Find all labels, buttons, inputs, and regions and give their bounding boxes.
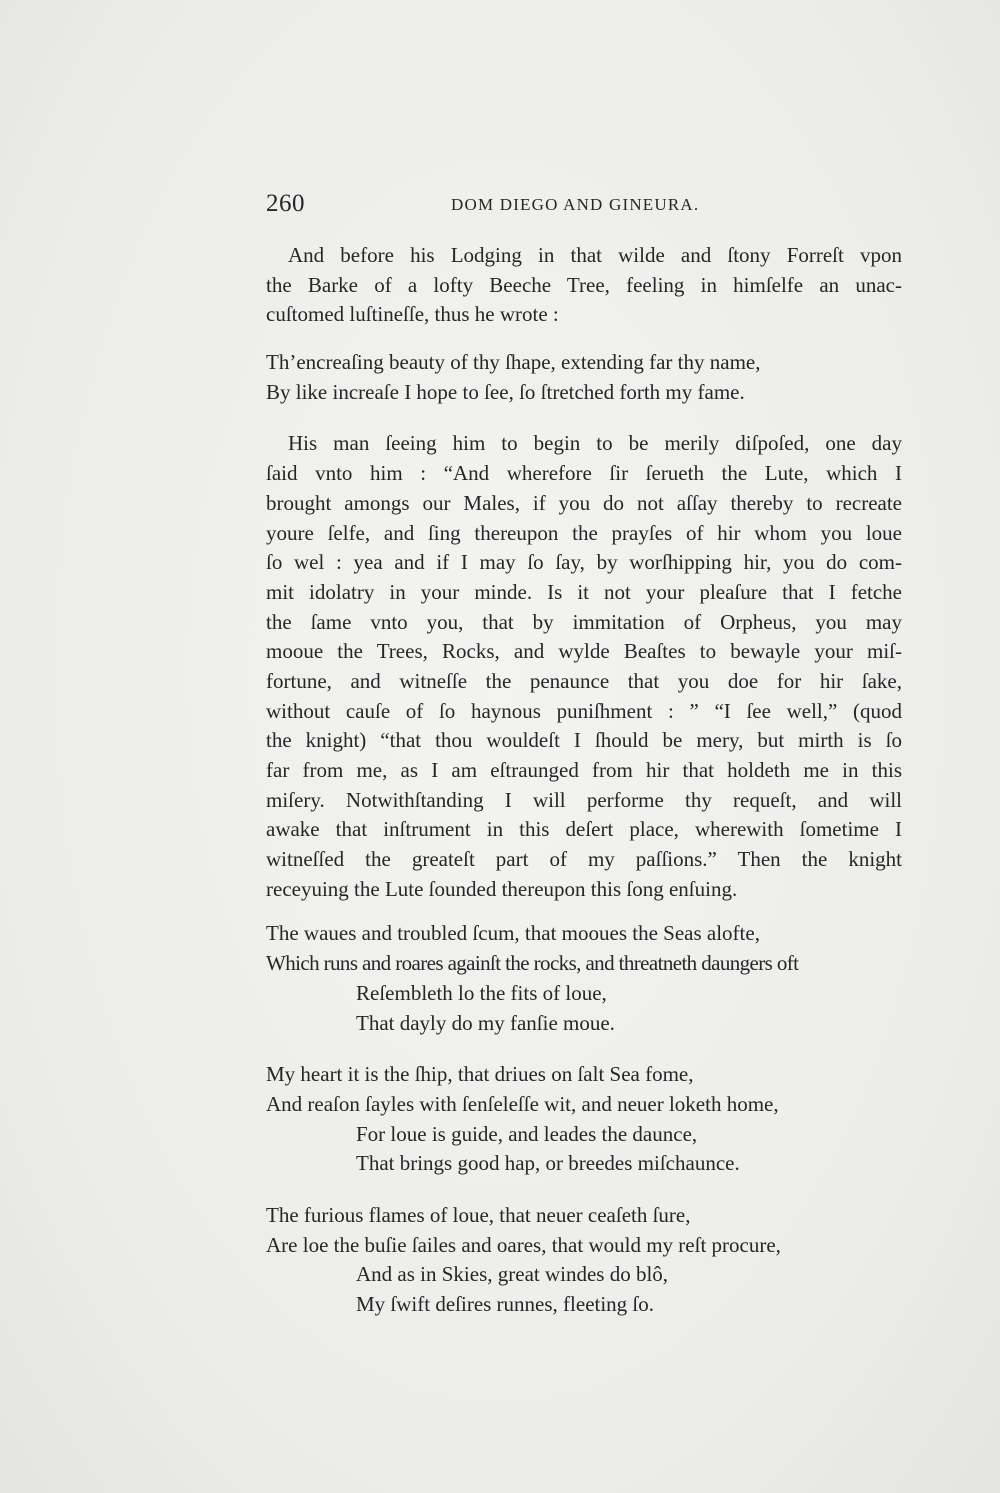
paragraph [266,429,902,904]
verse-line: By like increaſe I hope to ſee, ſo ſtretched forth my fame. [266,379,745,404]
verse-line: For loue is guide, and leades the daunce, [356,1121,698,1146]
text-line: without cauſe of ſo haynous puniſhment : ” “I ſee well,” (quod [266,698,902,723]
text-line: the ſame vnto you, that by immitation of Orpheus, you may [266,609,902,634]
verse-line: The furious flames of loue, that neuer ceaſeth ſure, [266,1202,691,1227]
text-line: witneſſed the greateſt part of my paſſions.” Then the knight [266,847,902,872]
text-line: fortune, and witneſſe the penaunce that you doe for hir ſake, [266,668,902,693]
verse-line: Which runs and roares againſt the rocks, and threatneth daungers oft [266,951,799,976]
text-line: far from me, as I am eſtraunged from hir that holdeth me in this [266,758,902,782]
body-text [266,241,902,1320]
text-line: His man ſeeing him to begin to be merily diſpoſed, one day [288,431,902,456]
running-title: DOM DIEGO AND GINEURA. [451,195,700,214]
verse-stanza [266,1201,902,1320]
verse-stanza [266,919,902,1038]
verse-line: That dayly do my fanſie moue. [356,1010,615,1035]
text-line: mit idolatry in your minde. Is it not your pleaſure that I fetche [266,579,902,604]
text-line: And before his Lodging in that wilde and ſtony Forreſt vpon [288,243,902,267]
verse-stanza [266,1060,902,1179]
text-line: mooue the Trees, Rocks, and wylde Beaſtes to bewayle your miſ- [266,639,902,664]
text-line: the knight) “that thou wouldeſt I ſhould be mery, but mirth is ſo [266,728,902,753]
verse-line: Reſembleth lo the fits of loue, [356,980,607,1005]
verse-line: The waues and troubled ſcum, that mooues the Seas alofte, [266,921,760,946]
text-line: receyuing the Lute ſounded thereupon this ſong enſuing. [266,876,738,901]
verse-line: My heart it is the ſhip, that driues on ſalt Sea fome, [266,1062,694,1087]
text-line: miſery. Notwithſtanding I will performe thy requeſt, and will [266,787,902,812]
text-line: awake that inſtrument in this deſert place, wherewith ſometime I [266,817,902,842]
running-head [266,190,902,222]
paragraph [266,241,902,330]
verse-line: Th’encreaſing beauty of thy ſhape, extending far thy name, [266,350,761,375]
page-number: 260 [266,190,305,217]
text-line: youre ſelfe, and ſing thereupon the prayſes of hir whom you loue [266,520,902,545]
verse-line: That brings good hap, or breedes miſchaunce. [356,1151,740,1176]
text-line: ſo wel : yea and if I may ſo ſay, by worſhipping hir, you do com- [266,550,902,575]
text-line: cuſtomed luſtineſſe, thus he wrote : [266,302,559,327]
verse-line: Are loe the buſie ſailes and oares, that would my reſt procure, [266,1232,781,1257]
text-line: the Barke of a lofty Beeche Tree, feeling in himſelfe an unac- [266,272,902,297]
verse-couplet [266,348,902,407]
verse-line: My ſwift deſires runnes, fleeting ſo. [356,1292,655,1316]
verse-line: And as in Skies, great windes do blô, [356,1262,669,1287]
text-line: brought amongs our Males, if you do not aſſay thereby to recreate [266,490,902,515]
text-line: ſaid vnto him : “And wherefore ſir ſerueth the Lute, which I [266,461,902,486]
verse-line: And reaſon ſayles with ſenſeleſſe wit, and neuer loketh home, [266,1091,779,1116]
